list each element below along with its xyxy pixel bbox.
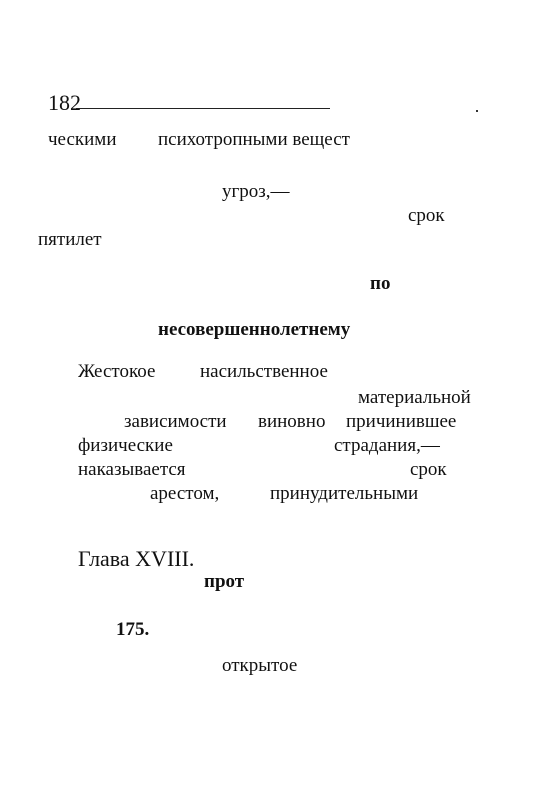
text-fragment: срок xyxy=(410,459,447,480)
header-rule xyxy=(76,108,330,109)
text-fragment: открытое xyxy=(222,655,298,676)
section-heading: несовершеннолетнему xyxy=(158,319,351,340)
text-fragment: срок xyxy=(408,205,445,226)
text-fragment: физические xyxy=(78,435,173,456)
text-fragment: арестом, xyxy=(150,483,220,504)
page-number: 182 xyxy=(48,90,81,115)
text-fragment: зависимости xyxy=(124,411,227,432)
section-heading-fragment: по xyxy=(370,273,391,294)
text-fragment: принудительными xyxy=(270,483,419,504)
text-fragment: угроз,— xyxy=(222,181,290,202)
text-fragment: виновно xyxy=(258,411,326,432)
text-fragment: психотропными вещест xyxy=(158,129,350,150)
article-number: 175. xyxy=(116,619,150,640)
text-fragment: наказывается xyxy=(78,459,186,480)
text-fragment: пятилет xyxy=(38,229,102,250)
chapter-title: Глава XVIII. xyxy=(78,546,195,571)
text-fragment: материальной xyxy=(358,387,471,408)
text-fragment: ческими xyxy=(48,129,117,150)
text-fragment: насильственное xyxy=(200,361,328,382)
text-fragment: причинившее xyxy=(346,411,457,432)
header-mark xyxy=(476,110,478,112)
text-fragment: Жестокое xyxy=(78,361,156,382)
text-fragment: страдания,— xyxy=(334,435,440,456)
chapter-subtitle-fragment: прот xyxy=(204,571,245,592)
